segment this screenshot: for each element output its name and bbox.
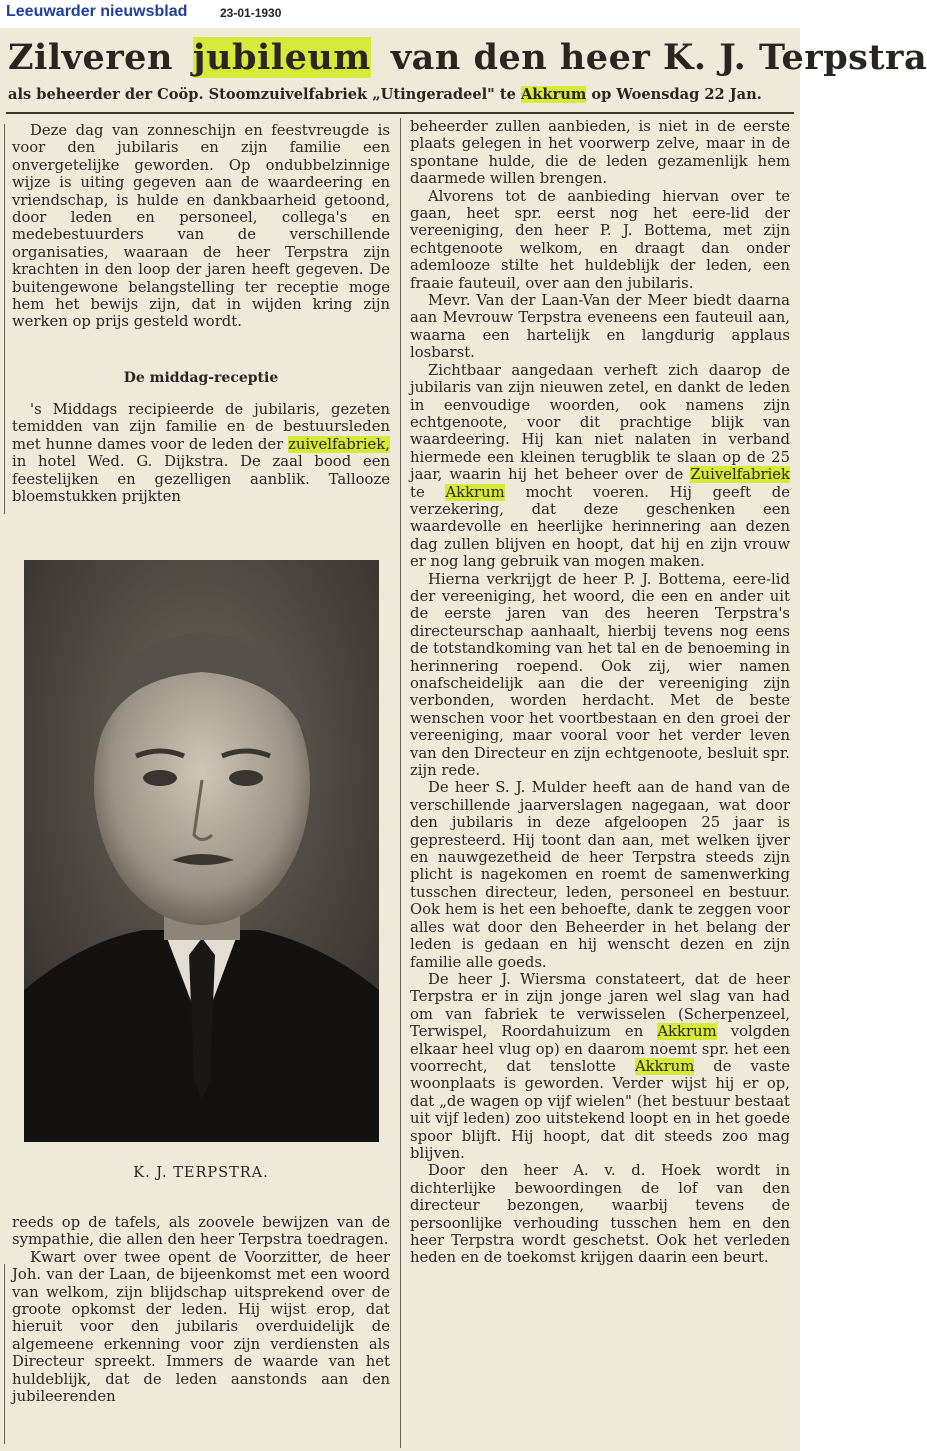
portrait-image [24,560,379,1142]
wiersma-highlight-1: Akkrum [657,1023,717,1041]
paragraph-hoek: Door den heer A. v. d. Hoek wordt in dichterlijke bewoordingen de lof van den directeur bezongen, waarbij tevens de persoonlijke verhouding tusschen hem en den heer Terpstra wordt geschetst. Ook het verleden heden en de toekomst krijgen daarin een beurt. [410,1162,790,1267]
subheadline-post: op Woensdag 22 Jan. [591,86,762,103]
newspaper-name: Leeuwarder nieuwsblad [6,3,188,20]
wiersma-highlight-2: Akkrum [634,1057,695,1075]
headline-rule [6,112,794,114]
thanks-highlight-1: Zuivelfabriek [690,466,790,484]
newspaper-clipping [0,28,927,1451]
portrait-photo [24,560,379,1142]
headline [8,36,927,80]
source-bar [0,0,800,28]
column-right [410,118,790,1267]
paragraph-intro: Deze dag van zonneschijn en feestvreugde is voor den jubilaris en zijn familie een onvergetelijke geworden. Op ondubbelzinnige wijze is uiting gegeven aan de waardeering en vriendschap, is hulde en dankbaarheid getoond, door leden en personeel, collega's en medebestuurders van de verschillende organisaties, waaraan de heer Terpstra zijn krachten in den loop der jaren heeft gegeven. De buitengewone belangstelling ter receptie moge hem het bewijs zijn, dat in wijden kring zijn werken op prijs gesteld wordt. [12,122,390,331]
thanks-highlight-2: Akkrum [445,483,505,501]
thanks-text-post: mocht voeren. Hij geeft de verzekering, dat deze geschenken een waardevolle en heerlijke herinnering aan dezen dag zullen blijven en hoopt, dat hij en zijn vrouw er nog lang gebruik van mogen maken. [410,483,790,571]
paragraph-bottema: Hierna verkrijgt de heer P. J. Bottema, eere-lid der vereeniging, het woord, die een en ander uit de eerste jaren van des heeren Terpstra's directeurschap aanhaalt, hierbij tevens nog eens de totstandkoming van het tal en de benoeming in herinnering roepend. Ook zij, wier namen onafscheidelijk aan die der vereeniging zijn verbonden, worden herdacht. Met de beste wenschen voor het voortbestaan en den groei der vereeniging, maar vooral voor het verder leven van den Directeur en zijn echtgenoote, besluit spr. zijn rede. [410,570,790,780]
paragraph-opening: Kwart over twee opent de Voorzitter, de heer Joh. van der Laan, de bijeenkomst met een woord van welkom, zijn blijdschap uitsprekend over de groote opkomst der leden. Hij wijst erop, dat hieruit voor den jubilaris overduidelijk de algemeene erkenning voor zijn verdiensten als Directeur spreekt. Immers de waarde van het huldeblijk, dat de leden aanstonds aan den jubileerenden [12,1248,390,1406]
section-subhead: De middag-receptie [123,370,279,386]
publication-date: 23-01-1930 [220,6,282,20]
paragraph-gift: beheerder zullen aanbieden, is niet in de eerste plaats gelegen in het voorwerp zelve, maar in de spontane hulde, die de leden gezamenlijk hem daarmede willen brengen. [410,118,790,188]
photo-caption: K. J. TERPSTRA. [133,1165,269,1181]
reception-highlight: zuivelfabriek, [288,435,390,453]
wiersma-text-mid: volgden elkaar heel vlug op) en daarom noemt spr. het een voorrecht, dat tenslotte [410,1023,790,1075]
paragraph-thanks [410,362,790,571]
subheadline-highlight: Akkrum [520,86,587,103]
reception-text-pre: 's Middags recipieerde de jubilaris, gezeten temidden van zijn familie en de bestuursleden met hunne dames voor de leden der [12,401,390,453]
headline-post: van den heer K. J. Terpstra [390,37,927,78]
column-left-bottom [12,1214,390,1405]
subheadline-pre: als beheerder der Coöp. Stoomzuivelfabriek „Utingeradeel" te [8,86,516,103]
paragraph-reception [12,401,390,505]
thanks-text-mid: te [410,483,425,501]
paragraph-mevrouw: Mevr. Van der Laan-Van der Meer biedt daarna aan Mevrouw Terpstra eveneens een fauteuil aan, waarna een hartelijk en langdurig applaus losbarst. [410,292,790,362]
paragraph-mulder: De heer S. J. Mulder heeft aan de hand van de verschillende jaarverslagen nagegaan, wat door den jubilaris in deze afgeloopen 25 jaar is gepresteerd. Hij toont dan aan, met welken ijver en nauwgezetheid de heer Terpstra steeds zijn plicht is nagekomen en roemt de samenwerking tusschen directeur, leden, personeel en bestuur. Ook hem is het een behoefte, dank te zeggen voor alles wat door den Beheerder in het belang der leden is gedaan en hij wenscht dezen en zijn familie alle goeds. [410,779,790,971]
margin-mark [4,124,5,514]
column-left-reception [12,401,390,505]
reception-text-post: in hotel Wed. G. Dijkstra. De zaal bood een feestelijken en gezelligen aanblik. Tallooze bloemstukken prijkten [12,453,390,506]
headline-highlight: jubileum [192,37,371,78]
wiersma-text-pre: De heer J. Wiersma constateert, dat de heer Terpstra er in zijn jonge jaren wel slag van had om van fabriek te verwisselen (Scherpenzeel, Terwispel, Roordahuizum en [410,970,790,1041]
paragraph-wiersma [410,971,790,1162]
column-left-top [12,122,390,331]
column-divider [400,118,401,1448]
margin-mark [4,1264,5,1444]
paragraph-fauteuil: Alvorens tot de aanbieding hiervan over te gaan, heet spr. eerst nog het eere-lid der vereeniging, den heer P. J. Bottema, met zijn echtgenoote welkom, en draagt dan onder ademlooze stilte het huldeblijk der leden, een fraaie fauteuil, over aan den jubilaris. [410,187,790,292]
paragraph-continued: reeds op de tafels, als zoovele bewijzen van de sympathie, die allen den heer Terpstra toedragen. [12,1214,390,1249]
headline-pre: Zilveren [8,37,173,78]
subheadline [8,84,794,106]
wiersma-text-post: de vaste woonplaats is geworden. Verder wijst hij er op, dat „de wagen op vijf wielen" (het bestuur bestaat uit vijf leden) zoo uitstekend loopt en in het goede spoor blijft. Hij hoopt, dat dit steeds zoo mag blijven. [410,1057,790,1162]
thanks-text-pre: Zichtbaar aangedaan verheft zich daarop de jubilaris van zijn nieuwen zetel, en dankt de leden in eenvoudige woorden, ook namens zijn echtgenoote, voor dit prachtige blijk van waardeering. Hij kan niet nalaten in verband hiermede een kleinen terugblik te slaan op de 25 jaar, waarin hij het beheer over de [410,361,790,484]
